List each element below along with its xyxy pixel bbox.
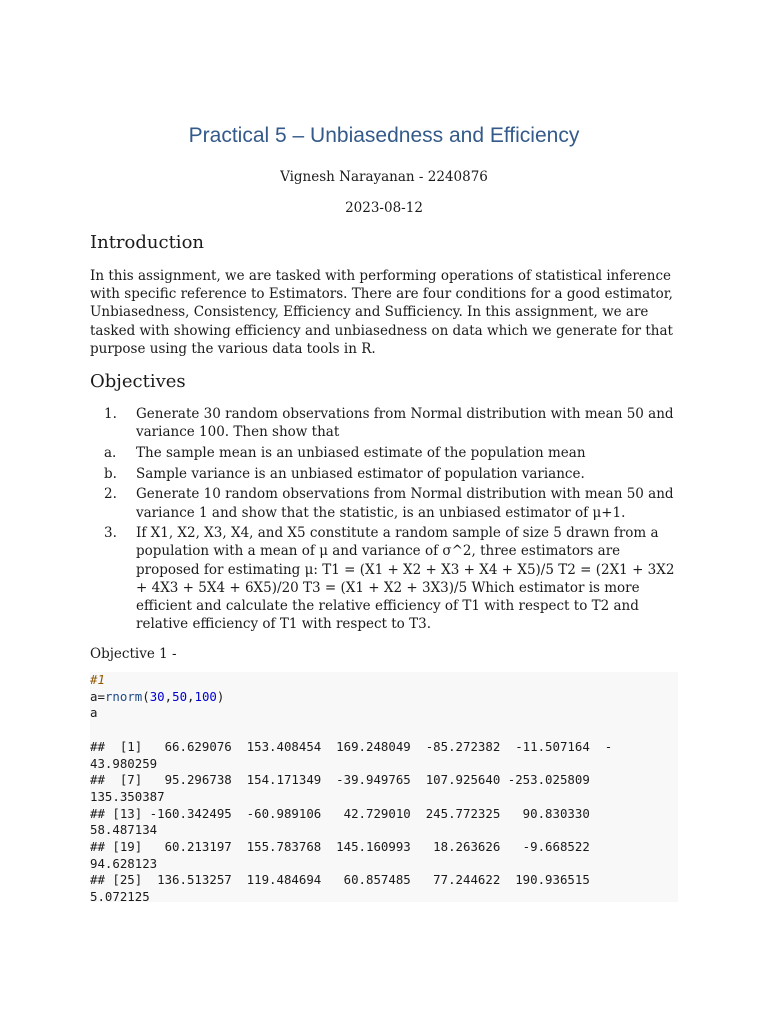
objective-item: [90, 465, 678, 483]
objective-marker: 1.: [104, 406, 117, 422]
code-var: a: [90, 688, 98, 704]
objective-marker: 3.: [104, 525, 117, 542]
output-line: 5.072125: [90, 889, 150, 905]
objective-marker: 2.: [104, 486, 117, 503]
objective-text: Sample variance is an unbiased estimator of population variance.: [136, 465, 585, 482]
code-line-assign: [90, 689, 678, 706]
output-line: 135.350387: [90, 788, 165, 804]
code-sep: ,: [187, 688, 195, 704]
objective-item: [90, 524, 678, 633]
code-comment: #1: [90, 672, 105, 687]
code-operator: =: [97, 688, 105, 704]
objective-item: [90, 485, 678, 521]
output-line: ## [25] 136.513257 119.484694 60.857485 77.244622 190.936515: [90, 872, 590, 888]
objective-marker: b.: [104, 465, 117, 482]
output-line: 43.980259: [90, 755, 158, 771]
output-line: ## [13] -160.342495 -60.989106 42.729010 245.772325 90.830330: [90, 805, 590, 821]
objective-text: The sample mean is an unbiased estimate of the population mean: [136, 444, 586, 461]
objectives-heading: Objectives: [90, 371, 186, 392]
document-title: Practical 5 – Unbiasedness and Efficiency: [188, 124, 580, 147]
document-date: 2023-08-12: [345, 200, 423, 216]
code-line-print: a: [90, 705, 98, 721]
objectives-list: [90, 405, 678, 636]
code-sep: ,: [164, 688, 173, 704]
code-arg: 100: [194, 688, 217, 704]
objective-1-label: Objective 1 -: [90, 646, 177, 662]
objective-text: Generate 10 random observations from Normal distribution with mean 50 and variance 1 and show that the statistic, is an unbiased estimator of μ+1.: [136, 486, 674, 521]
objective-item: [90, 405, 678, 441]
objective-text: Generate 30 random observations from Normal distribution with mean 50 and variance 100. Then show that: [136, 406, 674, 441]
code-block: [90, 672, 678, 905]
code-arg: 30: [149, 688, 165, 704]
objective-marker: a.: [104, 444, 117, 461]
code-arg: 50: [172, 688, 188, 704]
code-function: rnorm: [104, 688, 143, 704]
output-line: 58.487134: [90, 822, 158, 838]
code-paren-open: (: [142, 688, 150, 704]
output-line: ## [7] 95.296738 154.171349 -39.949765 107.925640 -253.025809: [90, 772, 590, 788]
output-line: ## [19] 60.213197 155.783768 145.160993 18.263626 -9.668522: [90, 839, 590, 855]
objective-text: If X1, X2, X3, X4, and X5 constitute a random sample of size 5 drawn from a population with a mean of μ and variance of σ^2, three estimators are proposed for estimating μ: T1 = (X1 + X2 + X3 + X4 + X5)/5 T2 = (2X1 + 3X2 + 4X3 + 5X4 + 6X5)/20 T3 = (X1 + X2 + 3X3)/5 Which estimator is more efficient and calculate the relative efficiency of T1 with respect to T2 and relative efficiency of T1 with respect to T3.: [136, 525, 675, 633]
output-line: ## [1] 66.629076 153.408454 169.248049 -85.272382 -11.507164 -: [90, 738, 613, 754]
introduction-text: In this assignment, we are tasked with performing operations of statistical inference with specific reference to Estimators. There are four conditions for a good estimator, Unbiasedness, Consistency, Efficiency and Sufficiency. In this assignment, we are tasked with showing efficiency and unbiasedness on data which we generate for that purpose using the various data tools in R.: [90, 268, 673, 357]
objective-item: [90, 444, 678, 462]
output-line: 94.628123: [90, 855, 158, 871]
document-author: Vignesh Narayanan - 2240876: [280, 169, 488, 185]
introduction-heading: Introduction: [90, 232, 204, 253]
code-paren-close: ): [216, 688, 225, 704]
